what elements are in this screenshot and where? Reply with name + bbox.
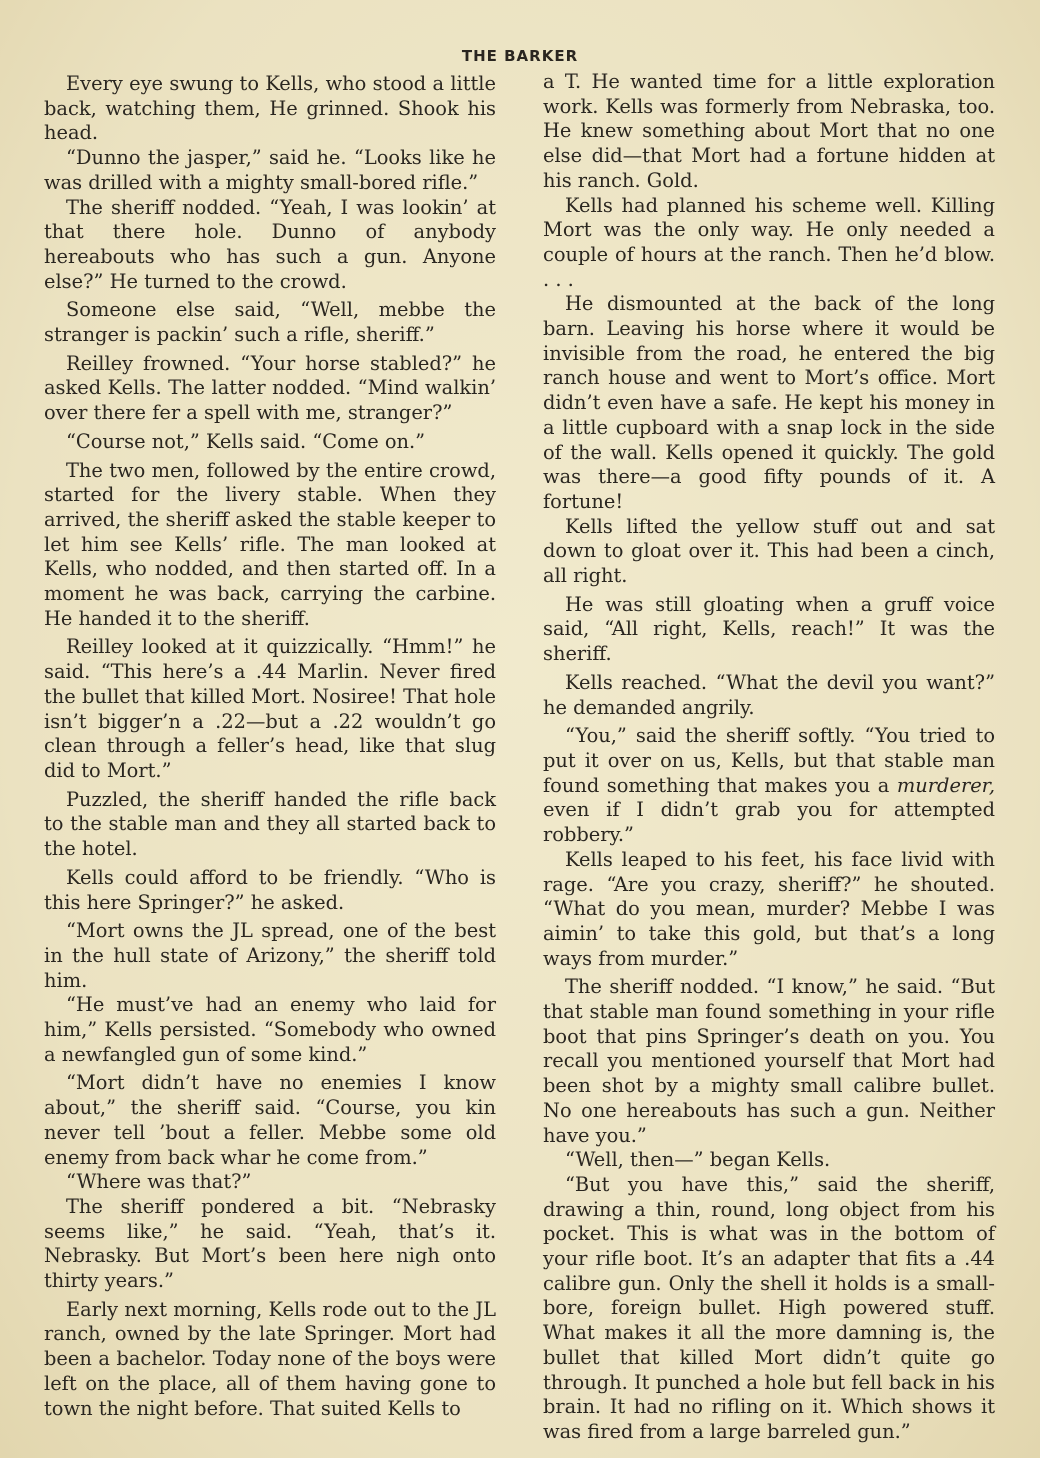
paragraph: Every eye swung to Kells, who stood a little back, watching them, He grinned. Shook his head. [44, 72, 496, 145]
paragraph: The two men, followed by the entire crowd, started for the livery stable. When they arrived, the sheriff asked the stable keeper to let him see Kells’ rifle. The man looked at Kells, who nodded, and then started off. In a moment he was back, carrying the carbine. He handed it to the sheriff. [44, 458, 496, 630]
paragraph: “He must’ve had an enemy who laid for him,” Kells persisted. “Somebody who owned a newfangled gun of some kind.” [44, 993, 496, 1066]
paragraph: Kells could afford to be friendly. “Who is this here Springer?” he asked. [44, 865, 496, 914]
paragraph: “Course not,” Kells said. “Come on.” [66, 429, 426, 453]
right-column [543, 70, 995, 1445]
paragraph: a T. He wanted time for a little exploration work. Kells was formerly from Nebraska, too. He knew something about Mort that no one else did—that Mort had a fortune hidden at his ranch. Gold. [543, 70, 995, 192]
paragraph: The sheriff nodded. “I know,” he said. “But that stable man found something in your rifle boot that pins Springer’s death on you. You recall you mentioned yourself that Mort had been shot by a mighty small calibre bullet. No one hereabouts has such a gun. Neither have you.” [543, 975, 995, 1147]
paragraph: Reilley looked at it quizzically. “Hmm!” he said. “This here’s a .44 Marlin. Never fired the bullet that killed Mort. Nosiree! That hole isn’t bigger’n a .22—but a .22 wouldn’t go clean through a feller’s head, like that slug did to Mort.” [44, 635, 496, 782]
paragraph: He was still gloating when a gruff voice said, “All right, Kells, reach!” It was the sheriff. [543, 592, 995, 666]
paragraph: “Where was that?” [66, 1170, 252, 1194]
paragraph [543, 724, 995, 848]
paragraph: Reilley frowned. “Your horse stabled?” he asked Kells. The latter nodded. “Mind walkin’ over there fer a spell with me, stranger?” [44, 351, 496, 425]
paragraph: “Well, then—” began Kells. [565, 1148, 831, 1172]
paragraph: “Dunno the jasper,” said he. “Looks like he was drilled with a mighty small-bored rifle.” [44, 146, 496, 194]
paragraph: Kells leaped to his feet, his face livid with rage. “Are you crazy, sheriff?” he shouted. “What do you mean, murder? Mebbe I was aimin’ to take this gold, but that’s a long ways from murder.” [543, 847, 995, 970]
paragraph: The sheriff pondered a bit. “Nebrasky seems like,” he said. “Yeah, that’s it. Nebrasky. But Mort’s been here nigh onto thirty years.” [44, 1194, 496, 1293]
paragraph: “Mort owns the JL spread, one of the best in the hull state of Arizony,” the sheriff told him. [44, 919, 496, 992]
running-header: THE BARKER [461, 47, 579, 65]
paragraph: Kells reached. “What the devil you want?” he demanded angrily. [543, 670, 995, 719]
paragraph: Early next morning, Kells rode out to the JL ranch, owned by the late Springer. Mort had been a bachelor. Today none of the boys were left on the place, all of them having gone to town the night before. That suited Kells to [44, 1297, 496, 1420]
paragraph: Kells lifted the yellow stuff out and sat down to gloat over it. This had been a cinch, all right. [543, 514, 995, 588]
paragraph: He dismounted at the back of the long barn. Leaving his horse where it would be invisible from the road, he entered the big ranch house and went to Mort’s office. Mort didn’t even have a safe. He kept his money in a little cupboard with a snap lock in the side of the wall. Kells opened it quickly. The gold was there—a good fifty pounds of it. A fortune! [543, 292, 995, 513]
paragraph-text: “You,” said the sheriff softly. “You tried to put it over on us, Kells, but that stable man found something that makes you a [543, 724, 995, 797]
paragraph: Puzzled, the sheriff handed the rifle back to the stable man and they all started back to the hotel. [44, 787, 496, 861]
emphasized-word: murderer, [896, 773, 995, 797]
paragraph-text: even if I didn’t grab you for attempted robbery.” [543, 798, 995, 847]
paragraph: Someone else said, “Well, mebbe the stranger is packin’ such a rifle, sheriff.” [44, 298, 496, 347]
paragraph: “Mort didn’t have no enemies I know about,” the sheriff said. “Course, you kin never tell ’bout a feller. Mebbe some old enemy from back whar he come from.” [44, 1071, 496, 1169]
paragraph: Kells had planned his scheme well. Killing Mort was the only way. He only needed a couple of hours at the ranch. Then he’d blow. . . . [543, 193, 995, 291]
paragraph: “But you have this,” said the sheriff, drawing a thin, round, long object from his pocket. This is what was in the bottom of your rifle boot. It’s an adapter that fits a .44 calibre gun. Only the shell it holds is a small-bore, foreign bullet. High powered stuff. What makes it all the more damning is, the bullet that killed Mort didn’t quite go through. It punched a hole but fell back in his brain. It had no rifling on it. Which shows it was fired from a large barreled gun.” [543, 1172, 995, 1443]
paragraph: The sheriff nodded. “Yeah, I was lookin’ at that there hole. Dunno of anybody hereabouts who has such a gun. Anyone else?” He turned to the crowd. [44, 195, 496, 293]
left-column [44, 72, 496, 1421]
